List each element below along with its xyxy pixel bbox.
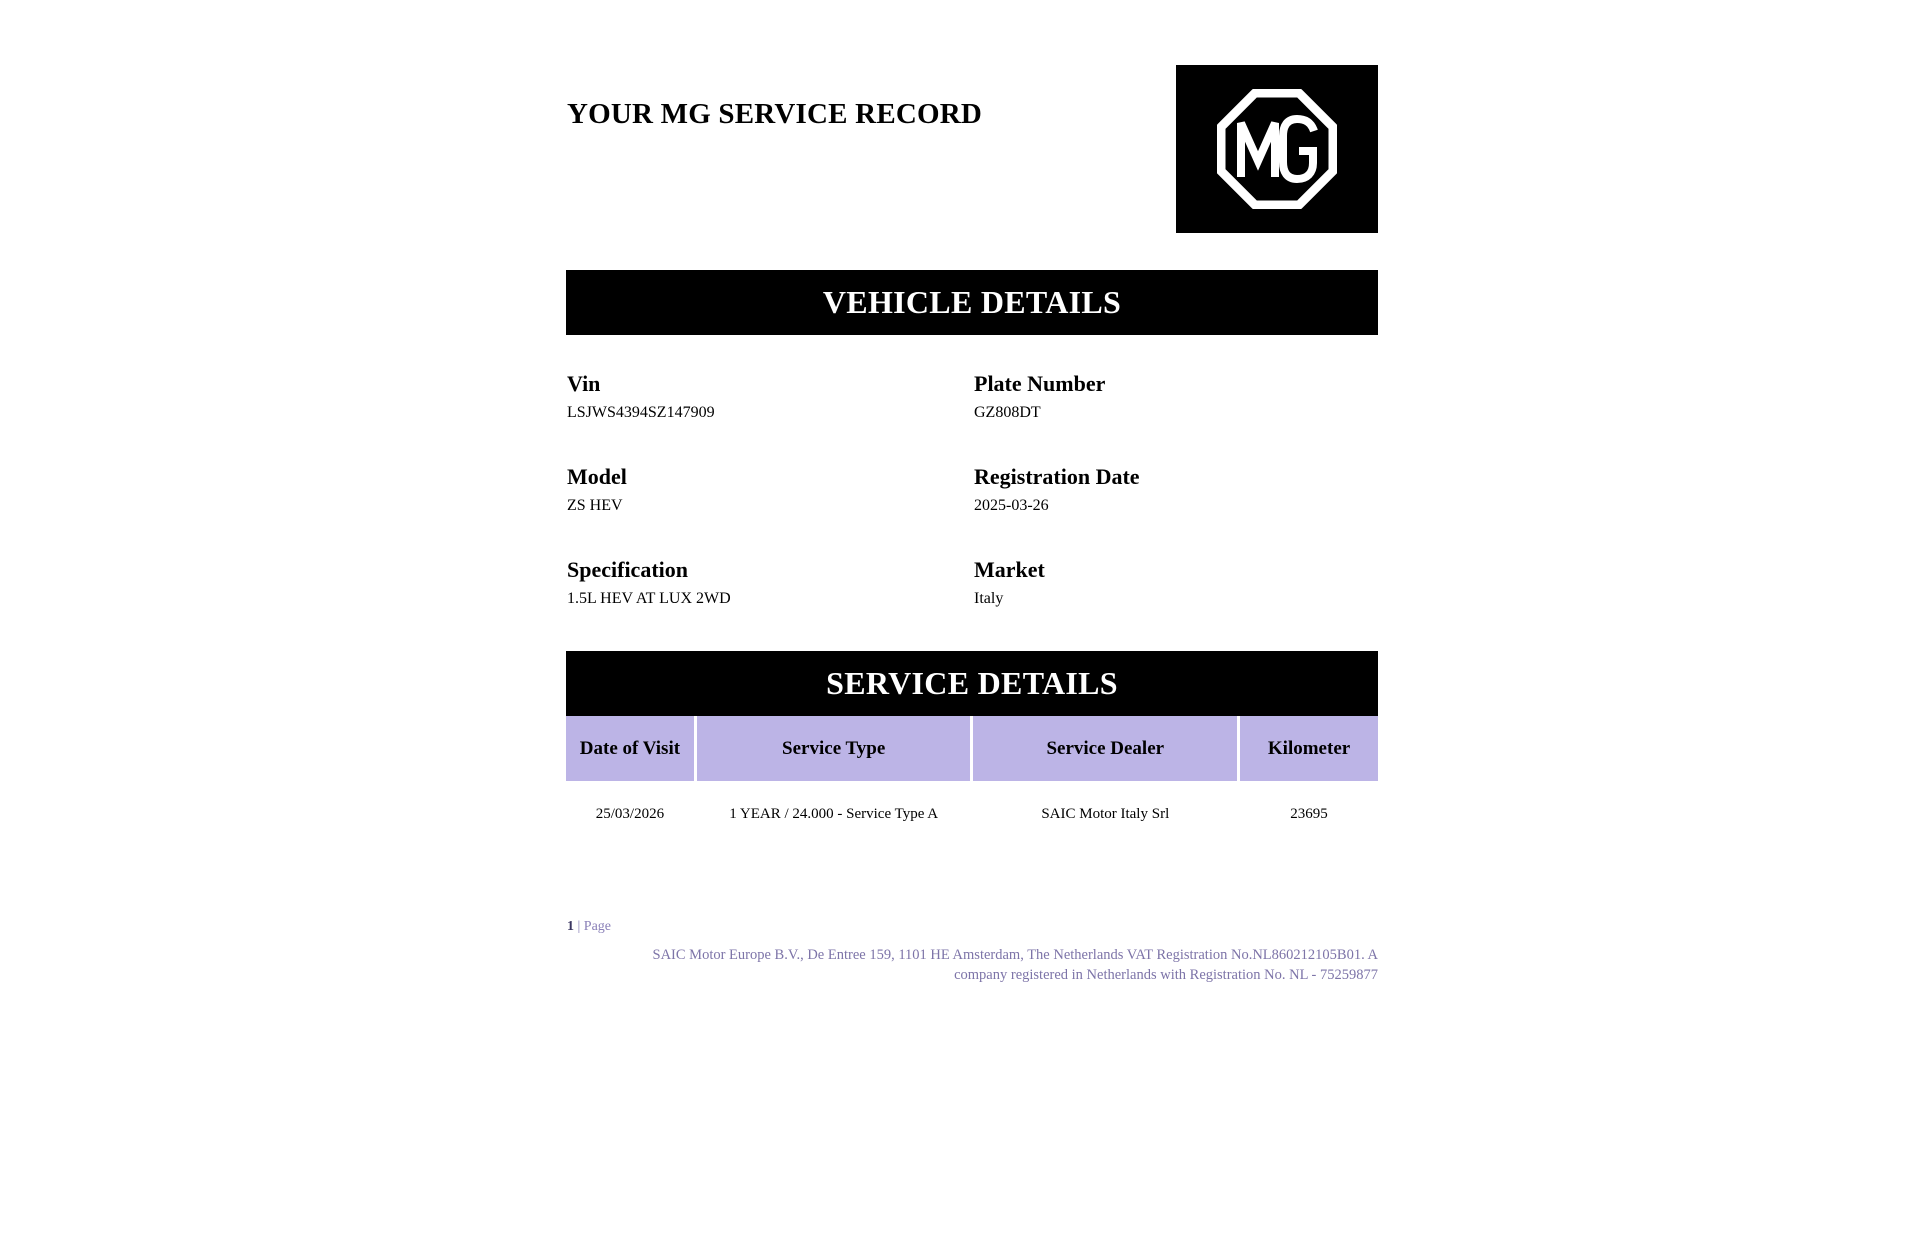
column-header-service-type: Service Type bbox=[697, 716, 971, 781]
page-number-label: | Page bbox=[577, 919, 612, 934]
plate-number-value: GZ808DT bbox=[974, 404, 1041, 421]
market-value: Italy bbox=[974, 590, 1004, 607]
mg-logo bbox=[1176, 65, 1378, 233]
page-number-value: 1 bbox=[567, 919, 574, 934]
page-number bbox=[567, 918, 611, 936]
column-header-date: Date of Visit bbox=[566, 716, 694, 781]
document-title: YOUR MG SERVICE RECORD bbox=[567, 98, 983, 130]
registration-date-label: Registration Date bbox=[974, 464, 1140, 489]
table-row bbox=[566, 781, 1378, 847]
model-field bbox=[567, 464, 947, 516]
service-details-heading: SERVICE DETAILS bbox=[566, 651, 1378, 716]
vin-value: LSJWS4394SZ147909 bbox=[567, 404, 715, 421]
service-record-page bbox=[566, 0, 1378, 1260]
specification-field bbox=[567, 557, 947, 609]
plate-number-label: Plate Number bbox=[974, 371, 1106, 396]
model-label: Model bbox=[567, 464, 627, 489]
cell-service-dealer: SAIC Motor Italy Srl bbox=[1041, 805, 1170, 822]
specification-label: Specification bbox=[567, 557, 688, 582]
footer-line-2: company registered in Netherlands with Registration No. NL - 75259877 bbox=[954, 967, 1378, 983]
column-header-service-dealer: Service Dealer bbox=[973, 716, 1237, 781]
specification-value: 1.5L HEV AT LUX 2WD bbox=[567, 590, 731, 607]
cell-service-type: 1 YEAR / 24.000 - Service Type A bbox=[729, 805, 939, 822]
column-header-kilometer: Kilometer bbox=[1240, 716, 1378, 781]
model-value: ZS HEV bbox=[567, 497, 623, 514]
vehicle-details-heading: VEHICLE DETAILS bbox=[566, 270, 1378, 335]
vin-label: Vin bbox=[567, 371, 601, 396]
registration-date-value: 2025-03-26 bbox=[974, 497, 1049, 514]
cell-date-of-visit: 25/03/2026 bbox=[595, 805, 665, 822]
market-field bbox=[974, 557, 1354, 609]
cell-kilometer: 23695 bbox=[1290, 805, 1328, 822]
service-table bbox=[563, 716, 1381, 847]
table-header-row bbox=[566, 716, 1378, 781]
footer-line-1: SAIC Motor Europe B.V., De Entree 159, 1101 HE Amsterdam, The Netherlands VAT Registration No.NL860212105B01. A bbox=[652, 947, 1378, 963]
vin-field bbox=[567, 371, 947, 423]
plate-number-field bbox=[974, 371, 1354, 423]
mg-logo-icon bbox=[1217, 89, 1337, 209]
company-footer bbox=[566, 945, 1378, 985]
registration-date-field bbox=[974, 464, 1354, 516]
market-label: Market bbox=[974, 557, 1045, 582]
